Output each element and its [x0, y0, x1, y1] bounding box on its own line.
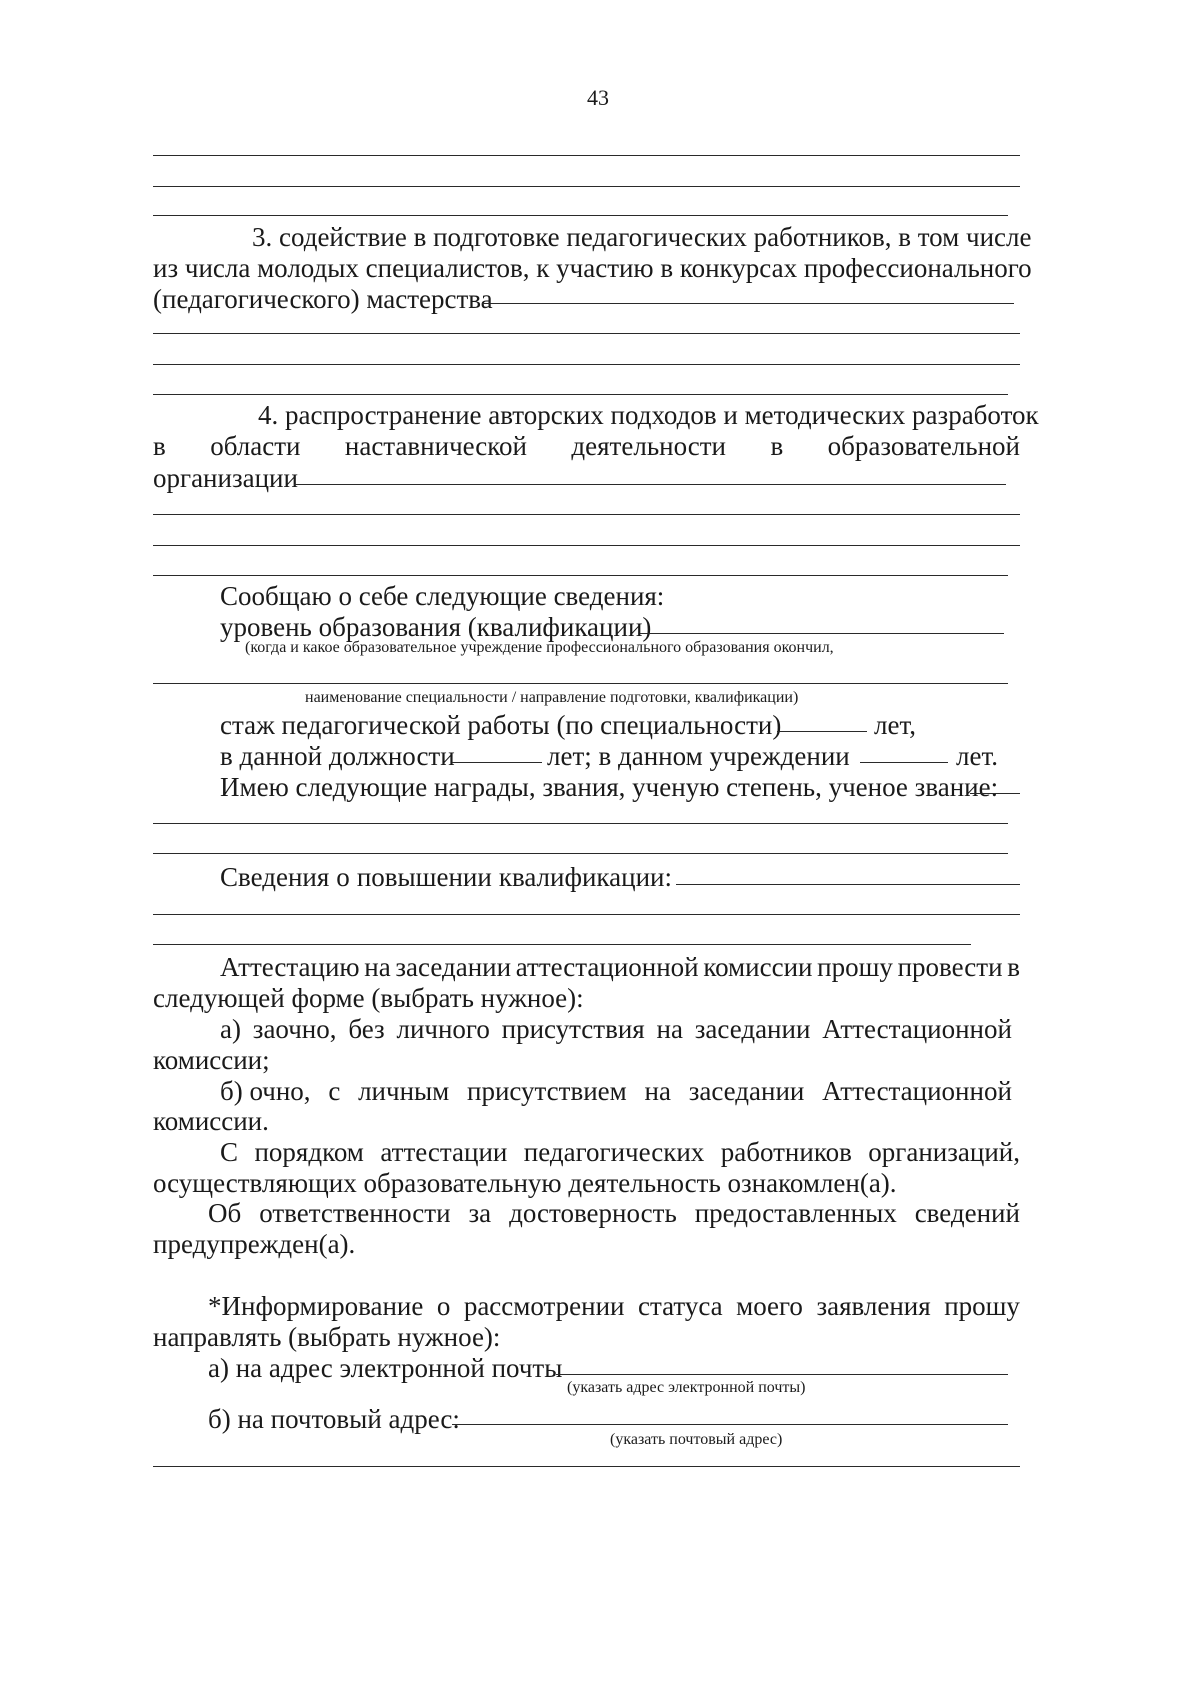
- responsibility-line2: предупрежден(а).: [153, 1229, 356, 1259]
- education-label: уровень образования (квалификации): [220, 612, 652, 642]
- blank-line[interactable]: [153, 914, 1020, 915]
- procedure-line1: С порядком аттестации педагогических работников организаций,: [220, 1137, 1020, 1167]
- awards-label: Имею следующие награды, звания, ученую степень, ученое звание:: [220, 772, 999, 802]
- notification-line1: *Информирование о рассмотрении статуса моего заявления прошу: [208, 1291, 1020, 1321]
- item3-answer-line[interactable]: [482, 303, 1014, 304]
- blank-line[interactable]: [153, 1466, 1020, 1467]
- option-b-end: комиссии.: [153, 1106, 269, 1136]
- blank-line[interactable]: [153, 853, 1008, 854]
- item4-line1: 4. распространение авторских подходов и методических разработок: [258, 400, 1039, 430]
- blank-line[interactable]: [153, 186, 1020, 187]
- responsibility-line1: Об ответственности за достоверность предоставленных сведений: [208, 1198, 1020, 1228]
- option-a[interactable]: а) заочно, без личного присутствия на заседании Аттестационной: [220, 1014, 1012, 1044]
- experience-years-field[interactable]: [777, 731, 867, 732]
- blank-line[interactable]: [153, 364, 1020, 365]
- institution-years-field[interactable]: [860, 762, 948, 763]
- item3-line2: из числа молодых специалистов, к участию в конкурсах профессионального: [153, 253, 1032, 283]
- education-field[interactable]: [640, 633, 1004, 634]
- experience-years-unit: лет,: [874, 710, 916, 740]
- qualification-field[interactable]: [676, 884, 1020, 885]
- blank-line[interactable]: [153, 514, 1020, 515]
- attestation-line1: Аттестацию на заседании аттестационной комиссии прошу провести в: [220, 952, 1020, 982]
- about-intro: Сообщаю о себе следующие сведения:: [220, 581, 665, 611]
- email-option[interactable]: а) на адрес электронной почты: [208, 1353, 563, 1383]
- experience-label: стаж педагогической работы (по специальности): [220, 710, 782, 740]
- position-years-label: лет; в данном учреждении: [547, 741, 850, 771]
- awards-field[interactable]: [970, 793, 1020, 794]
- blank-line[interactable]: [153, 155, 1020, 156]
- blank-line[interactable]: [153, 545, 1020, 546]
- postal-option[interactable]: б) на почтовый адрес:: [208, 1404, 460, 1434]
- option-b[interactable]: б) очно, с личным присутствием на заседании Аттестационной: [220, 1076, 1012, 1106]
- blank-line[interactable]: [153, 215, 1008, 216]
- qualification-label: Сведения о повышении квалификации:: [220, 862, 672, 892]
- postal-field[interactable]: [452, 1424, 1008, 1425]
- position-years-field[interactable]: [452, 762, 542, 763]
- blank-line[interactable]: [153, 394, 1008, 395]
- item3-line3: (педагогического) мастерства: [153, 284, 493, 314]
- item4-answer-line[interactable]: [294, 484, 1006, 485]
- option-a-end: комиссии;: [153, 1045, 270, 1075]
- procedure-line2: осуществляющих образовательную деятельность ознакомлен(а).: [153, 1168, 897, 1198]
- item3-line1: 3. содействие в подготовке педагогических работников, в том числе: [252, 222, 1032, 252]
- notification-line2: направлять (выбрать нужное):: [153, 1322, 501, 1352]
- blank-line[interactable]: [153, 823, 1008, 824]
- education-hint: (когда и какое образовательное учреждение профессионального образования окончил,: [245, 639, 834, 656]
- blank-line[interactable]: [153, 944, 971, 945]
- specialty-hint: наименование специальности / направление подготовки, квалификации): [305, 689, 799, 706]
- institution-years-unit: лет.: [956, 741, 998, 771]
- email-field[interactable]: [556, 1374, 1008, 1375]
- attestation-line2: следующей форме (выбрать нужное):: [153, 983, 584, 1013]
- email-hint: (указать адрес электронной почты): [567, 1379, 806, 1396]
- education-line[interactable]: [153, 683, 1008, 684]
- blank-line[interactable]: [153, 333, 1020, 334]
- item4-line3: организации: [153, 463, 298, 493]
- page-number: 43: [587, 85, 609, 110]
- postal-hint: (указать почтовый адрес): [610, 1431, 783, 1448]
- item4-line2: в области наставнической деятельности в образовательной: [153, 431, 1020, 461]
- position-label: в данной должности: [220, 741, 455, 771]
- blank-line[interactable]: [153, 575, 1008, 576]
